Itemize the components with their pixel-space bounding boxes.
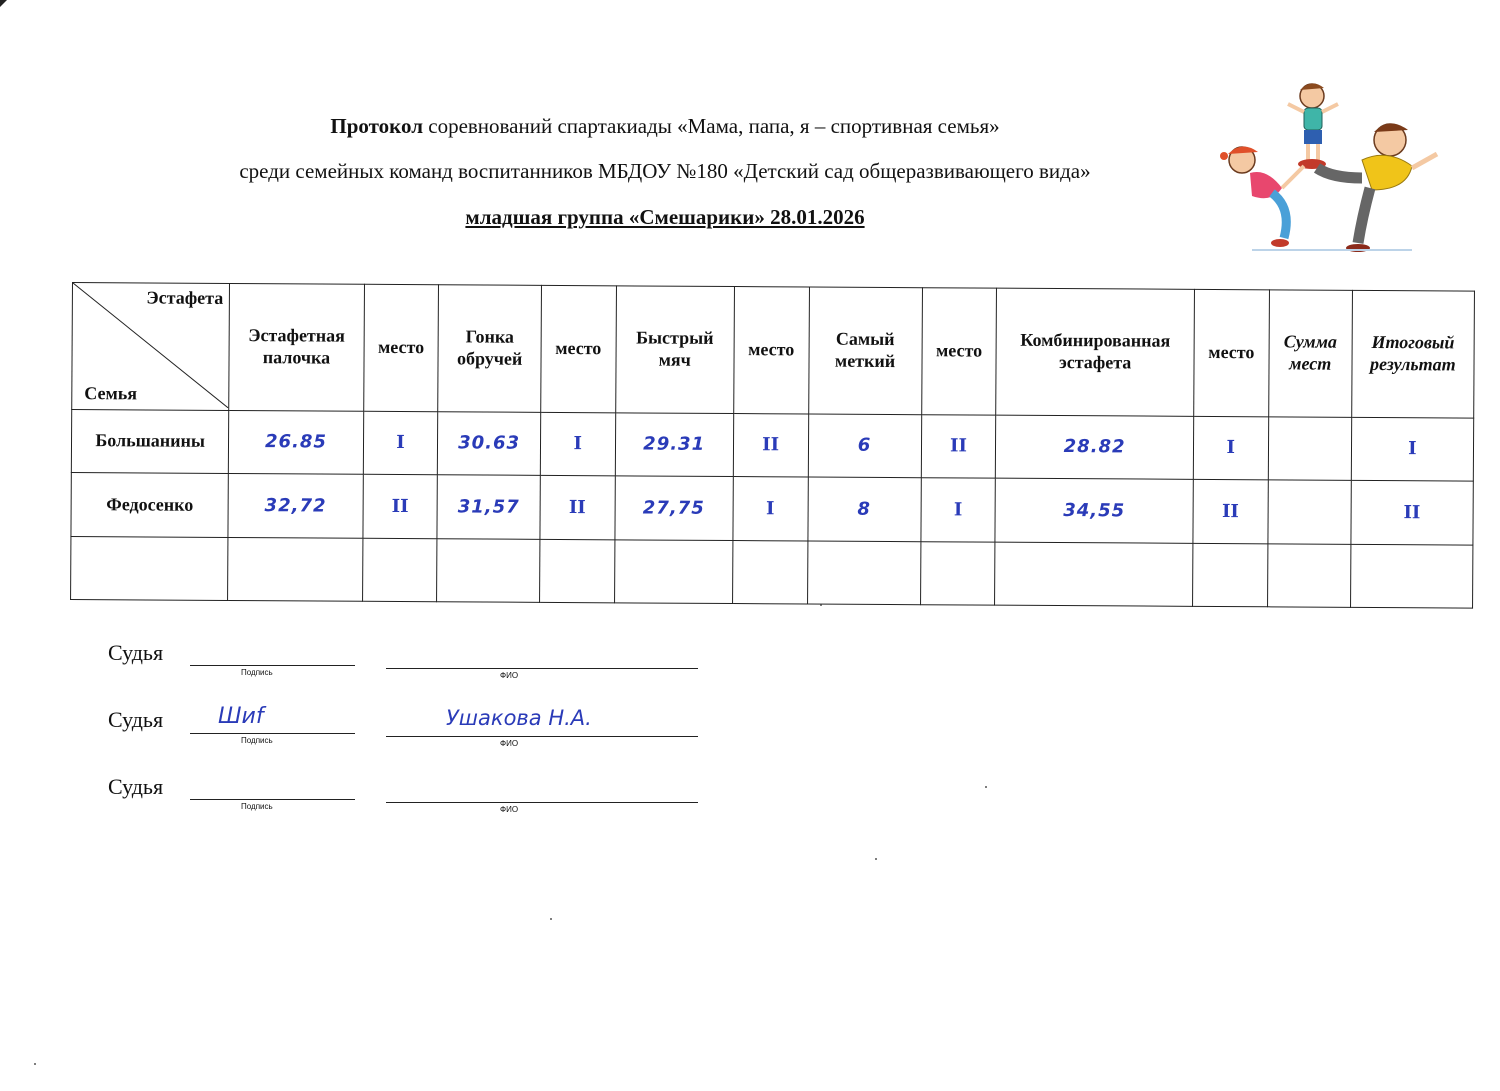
protocol-title-bold: Протокол — [330, 114, 423, 138]
place-cell: I — [363, 411, 438, 475]
empty-cell — [228, 537, 363, 601]
empty-cell — [1192, 543, 1267, 607]
group-date-text: младшая группа «Смешарики» 28.01.2026 — [465, 205, 865, 229]
result-time-cell: 34,55 — [995, 478, 1193, 543]
protocol-title-line2: среди семейных команд воспитанников МБДОУ №180 «Детский сад общеразвивающего вида» — [239, 159, 1091, 183]
corner-header-cell — [72, 283, 230, 411]
family-name-cell — [71, 536, 229, 600]
table-header-row — [72, 283, 1475, 418]
empty-cell — [437, 538, 540, 602]
sum-places-cell — [1268, 417, 1351, 481]
result-score-cell: 8 — [808, 477, 921, 541]
judge-signature: Шиf — [218, 704, 264, 729]
name-line — [386, 668, 698, 669]
final-result-cell: I — [1351, 417, 1474, 481]
signature-caption: Подпись — [241, 668, 273, 677]
scan-speck — [875, 858, 877, 860]
result-score-cell: 6 — [808, 414, 921, 478]
table-row-empty — [71, 536, 1473, 608]
result-time-cell: 27,75 — [615, 476, 733, 540]
empty-cell — [362, 538, 437, 602]
name-caption: ФИО — [500, 671, 519, 680]
empty-cell — [1350, 544, 1473, 608]
name-line — [386, 736, 698, 737]
judge-label: Судья — [108, 640, 164, 665]
judge-name-handwritten: Ушакова Н.А. — [446, 706, 592, 730]
result-time-cell: 29.31 — [615, 413, 733, 477]
column-header: место — [363, 284, 439, 411]
result-time-cell: 28.82 — [996, 415, 1194, 480]
column-header: место — [733, 287, 809, 414]
scan-speck — [820, 604, 822, 606]
column-header: Гонка обручей — [438, 285, 541, 412]
result-time-cell: 26.85 — [229, 410, 364, 474]
place-cell: II — [540, 476, 615, 540]
scan-speck — [985, 786, 987, 788]
column-header: Сумма мест — [1268, 290, 1352, 417]
column-header: место — [1194, 289, 1270, 416]
column-header: Итоговый результат — [1351, 290, 1474, 418]
family-name-cell: Федосенко — [71, 473, 229, 537]
table-row — [71, 473, 1473, 545]
empty-cell — [807, 541, 920, 605]
protocol-title-line1 — [0, 114, 1330, 139]
empty-cell — [995, 542, 1193, 607]
signature-line — [190, 665, 355, 666]
results-table — [70, 282, 1475, 609]
table-row — [71, 409, 1473, 481]
column-header: Быстрый мяч — [615, 286, 734, 414]
empty-cell — [732, 540, 807, 604]
final-result-cell: II — [1351, 481, 1474, 545]
signature-line — [190, 799, 355, 800]
empty-cell — [1267, 543, 1350, 607]
empty-cell — [539, 539, 614, 603]
place-cell: I — [920, 478, 995, 542]
empty-cell — [920, 541, 995, 605]
family-name-cell: Большанины — [71, 409, 229, 473]
empty-cell — [614, 539, 732, 603]
sum-places-cell — [1268, 480, 1351, 544]
judge-label: Судья — [108, 774, 164, 799]
protocol-title-rest: соревнований спартакиады «Мама, папа, я – спортивная семья» — [423, 114, 1000, 138]
signature-caption: Подпись — [241, 802, 273, 811]
column-header: Комбинированная эстафета — [996, 288, 1194, 416]
place-cell: I — [540, 412, 615, 476]
name-line — [386, 802, 698, 803]
signature-line — [190, 733, 355, 734]
result-time-cell: 32,72 — [228, 474, 363, 538]
result-time-cell: 31,57 — [437, 475, 540, 539]
place-cell: II — [921, 414, 996, 478]
place-cell: I — [733, 477, 808, 541]
scan-speck — [34, 1063, 36, 1065]
column-header: место — [540, 285, 616, 412]
place-cell: II — [733, 413, 808, 477]
column-header: Эстафетная палочка — [229, 283, 364, 411]
column-header: Самый меткий — [808, 287, 922, 414]
result-time-cell: 30.63 — [438, 412, 541, 476]
family-sport-illustration — [1212, 78, 1452, 258]
signature-caption: Подпись — [241, 736, 273, 745]
scan-speck — [550, 918, 552, 920]
place-cell: II — [1193, 480, 1268, 544]
place-cell: I — [1193, 416, 1268, 480]
place-cell: II — [362, 474, 437, 538]
column-header: место — [921, 288, 997, 415]
judge-label: Судья — [108, 707, 164, 732]
protocol-group-date — [0, 205, 1330, 230]
corner-family-label: Семья — [84, 383, 138, 404]
corner-relay-label: Эстафета — [146, 287, 224, 308]
scan-corner-mark — [0, 0, 7, 7]
name-caption: ФИО — [500, 805, 519, 814]
name-caption: ФИО — [500, 739, 519, 748]
